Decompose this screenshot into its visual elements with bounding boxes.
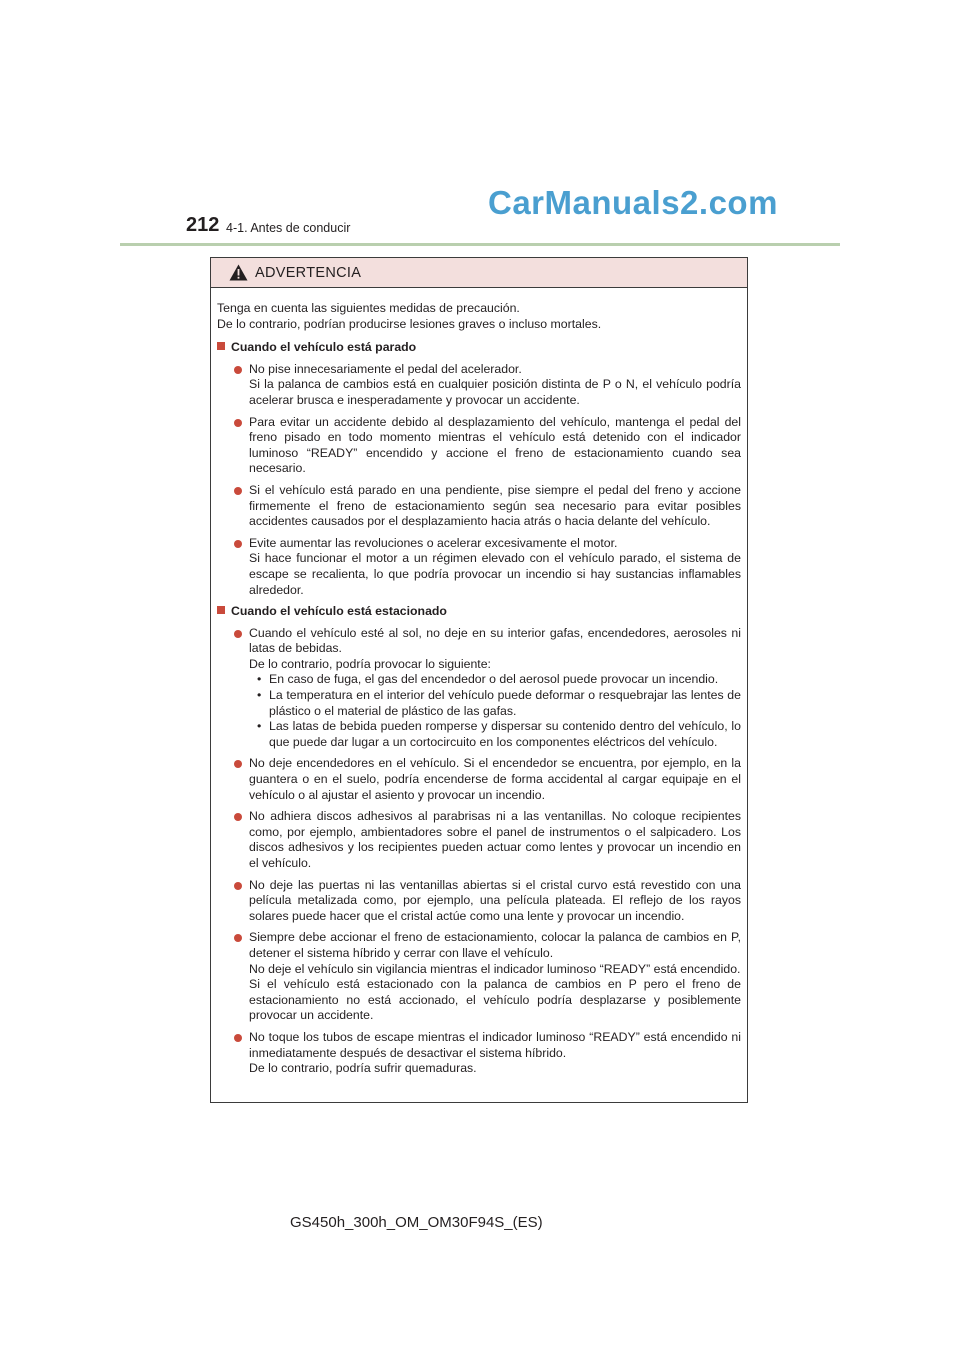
warning-triangle-icon bbox=[229, 264, 248, 281]
header-rule bbox=[120, 243, 840, 246]
bullet-dot-icon bbox=[234, 630, 242, 638]
bullet-dot-icon bbox=[234, 934, 242, 942]
list-item: No pise innecesariamente el pedal del acelerador. Si la palanca de cambios está en cualquier posición distinta de P o N, el vehículo podría acelerar brusca e inesperadamente y provocar un accidente. bbox=[217, 362, 741, 409]
section-heading-parked: Cuando el vehículo está parado bbox=[217, 340, 741, 356]
list-item: No deje las puertas ni las ventanillas abiertas si el cristal curvo está revestido con una película metalizada como, por ejemplo, una película plateada. El reflejo de los rayos solares puede hacer que el cristal actúe como una lente y provocar un incendio. bbox=[217, 878, 741, 925]
intro-line: Tenga en cuenta las siguientes medidas de precaución. bbox=[217, 301, 520, 315]
bullet-dot-icon bbox=[234, 487, 242, 495]
warning-body bbox=[211, 288, 747, 1077]
square-bullet-icon bbox=[217, 342, 225, 350]
section-title: 4-1. Antes de conducir bbox=[226, 221, 351, 235]
footer-code: GS450h_300h_OM_OM30F94S_(ES) bbox=[290, 1214, 543, 1231]
warning-title: ADVERTENCIA bbox=[255, 264, 362, 281]
list-item: No toque los tubos de escape mientras el indicador luminoso “READY” está encendido ni inmediatamente después de desactivar el sistema híbrido. De lo contrario, podría sufrir quemaduras. bbox=[217, 1030, 741, 1077]
bullet-dot-icon bbox=[234, 540, 242, 548]
bullet-dot-icon bbox=[234, 882, 242, 890]
warning-intro bbox=[217, 301, 741, 332]
bullet-dot-icon bbox=[234, 1034, 242, 1042]
list-item: No adhiera discos adhesivos al parabrisas ni a las ventanillas. No coloque recipientes como, por ejemplo, ambientadores sobre el panel de instrumentos o el salpicadero. Los discos adhesivos y los recipientes pueden actuar como lentes y provocar un incendio en el vehículo. bbox=[217, 809, 741, 871]
list-item: Cuando el vehículo esté al sol, no deje en su interior gafas, encendedores, aerosoles ni latas de bebidas. De lo contrario, podría provocar lo siguiente: • En caso de fuga, el gas del encendedor o del aerosol puede provocar un incendio. • La temperatura en el interior del vehículo puede deformar o resquebrajar las lentes de plástico o el material de plástico de las gafas. • Las latas de bebida pueden romperse y dispersar su contenido dentro del vehículo, lo que puede dar lugar a un cortocircuito en los componentes eléctricos del vehículo. bbox=[217, 626, 741, 751]
watermark-logo: CarManuals2.com bbox=[488, 184, 778, 221]
intro-line: De lo contrario, podrían producirse lesiones graves o incluso mortales. bbox=[217, 316, 602, 331]
warning-header bbox=[211, 258, 747, 288]
list-item: Si el vehículo está parado en una pendiente, pise siempre el pedal del freno y accione firmemente el freno de estacionamiento según sea necesario para evitar posibles accidentes causados por el desplazamiento hacia atrás o hacia delante del vehículo. bbox=[217, 483, 741, 530]
list-item: Para evitar un accidente debido al desplazamiento del vehículo, mantenga el pedal del freno pisado en todo momento mientras el vehículo está detenido con el indicador luminoso “READY” encendido y accione el freno de estacionamiento cuando sea necesario. bbox=[217, 415, 741, 477]
bullet-dot-icon bbox=[234, 813, 242, 821]
square-bullet-icon bbox=[217, 606, 225, 614]
sub-list-item: • La temperatura en el interior del vehículo puede deformar o resquebrajar las lentes de plástico o el material de plástico de las gafas. bbox=[257, 688, 741, 718]
list-item: Evite aumentar las revoluciones o acelerar excesivamente el motor. Si hace funcionar el motor a un régimen elevado con el vehículo parado, el sistema de escape se recalienta, lo que podría provocar un incendio si hay sustancias inflamables alrededor. bbox=[217, 536, 741, 598]
bullet-dot-icon bbox=[234, 419, 242, 427]
list-item: Siempre debe accionar el freno de estacionamiento, colocar la palanca de cambios en P, detener el sistema híbrido y cerrar con llave el vehículo. No deje el vehículo sin vigilancia mientras el indicador luminoso “READY” está encendido. Si el vehículo está estacionado con la palanca de cambios en P pero el freno de estacionamiento no está accionado, el vehículo podría desplazarse y posiblemente provocar un accidente. bbox=[217, 930, 741, 1024]
page-number: 212 bbox=[186, 214, 220, 236]
list-item: No deje encendedores en el vehículo. Si el encendedor se encuentra, por ejemplo, en la guantera o en el suelo, podría encenderse de forma accidental al cargar equipaje en el vehículo o al ajustar el asiento y provocar un incendio. bbox=[217, 756, 741, 803]
section-heading-stationed: Cuando el vehículo está estacionado bbox=[217, 604, 741, 620]
bullet-dot-icon bbox=[234, 760, 242, 768]
warning-box bbox=[210, 257, 748, 1103]
sub-list-item: • En caso de fuga, el gas del encendedor o del aerosol puede provocar un incendio. bbox=[257, 672, 719, 687]
bullet-dot-icon bbox=[234, 366, 242, 374]
sub-list-item: • Las latas de bebida pueden romperse y dispersar su contenido dentro del vehículo, lo que puede dar lugar a un cortocircuito en los componentes eléctricos del vehículo. bbox=[257, 719, 741, 749]
